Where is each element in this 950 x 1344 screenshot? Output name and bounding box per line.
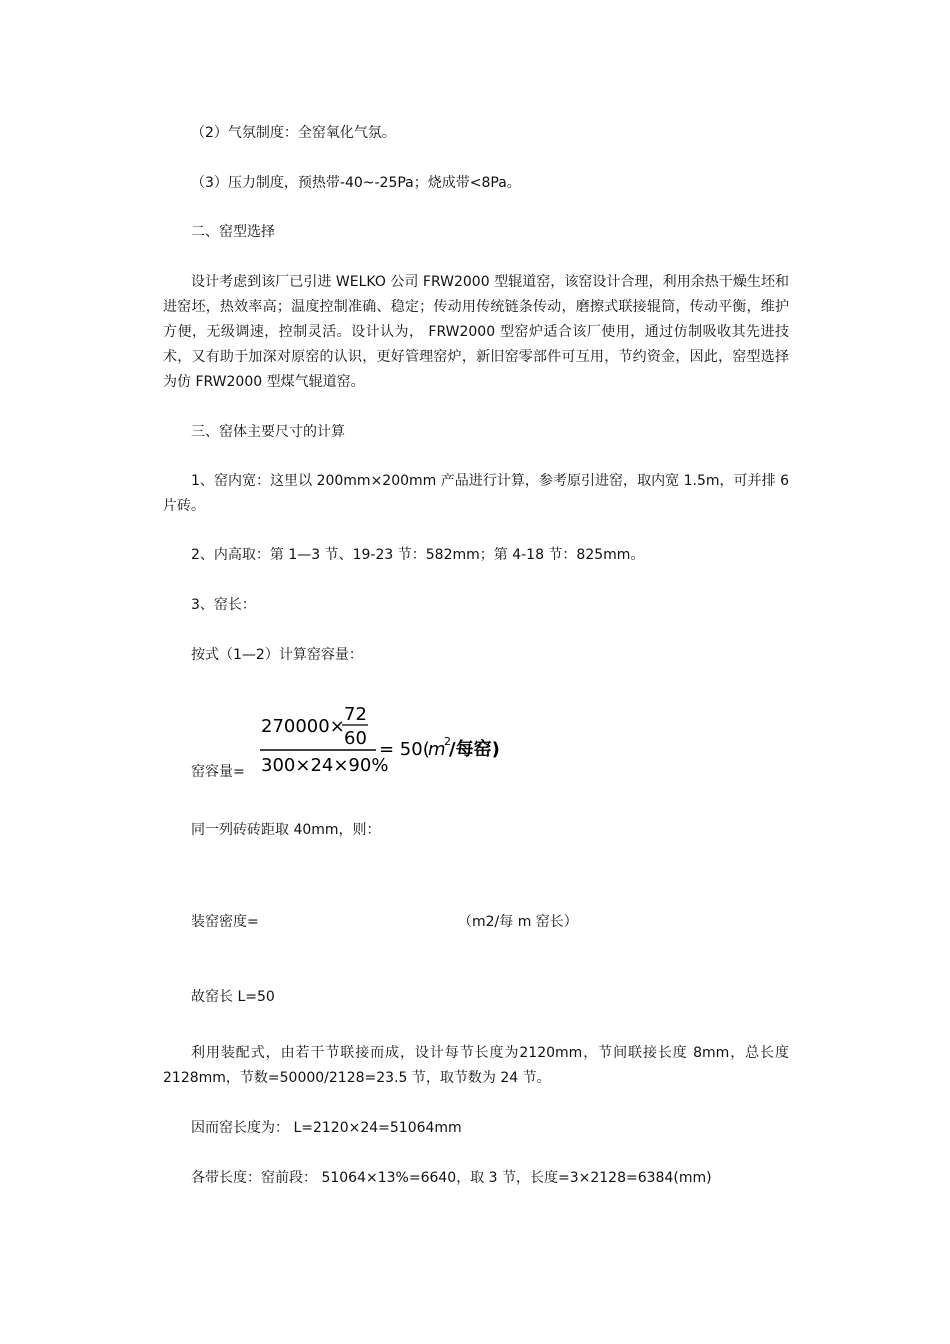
- formula-inner-denominator: 60: [344, 728, 367, 749]
- section-count-paragraph: 利用装配式，由若干节联接而成，设计每节长度为2120mm，节间联接长度 8mm，总长度 2128mm，节数=50000/2128=23.5 节，取节数为 24 节。: [163, 1045, 789, 1086]
- inner-height-line: 2、内高取：第 1—3 节、19-23 节：582mm；第 4-18 节：825mm。: [191, 547, 645, 563]
- zone-length-line: 各带长度：窑前段： 51064×13%=6640，取 3 节，长度=3×2128=6384(mm): [191, 1170, 712, 1186]
- pressure-regime-line: （3）压力制度，预热带-40~-25Pa；烧成带<8Pa。: [191, 175, 521, 191]
- inner-width-paragraph: 1、窑内宽：这里以 200mm×200mm 产品进行计算，参考原引进窑，取内宽 1.5m，可并排 6 片砖。: [163, 473, 789, 514]
- formula-unit-exponent: 2: [444, 735, 451, 748]
- formula-result: = 50(: [379, 739, 430, 760]
- atmosphere-regime-line: （2）气氛制度：全窑氧化气氛。: [191, 125, 396, 141]
- formula-unit-m: m: [428, 739, 446, 760]
- formula-denominator: 300×24×90%: [261, 755, 389, 776]
- capacity-formula-intro: 按式（1—2）计算窑容量：: [191, 647, 363, 663]
- formula-unit-rest: /每窑): [449, 739, 500, 760]
- section-heading-kiln-type: 二、窑型选择: [191, 224, 275, 240]
- kiln-length-heading: 3、窑长：: [191, 597, 256, 613]
- loading-density-unit: （m2/每 m 窑长）: [458, 914, 578, 930]
- kiln-length-result: 故窑长 L=50: [191, 989, 275, 1005]
- capacity-formula: [258, 700, 518, 780]
- loading-density-label: 装窑密度=: [191, 914, 259, 930]
- formula-inner-numerator: 72: [344, 704, 367, 725]
- formula-numerator-base: 270000×: [261, 716, 345, 737]
- brick-spacing-line: 同一列砖砖距取 40mm，则：: [191, 822, 381, 838]
- capacity-label: 窑容量=: [191, 764, 245, 780]
- total-length-line: 因而窑长度为： L=2120×24=51064mm: [191, 1120, 462, 1136]
- section-heading-dimensions: 三、窑体主要尺寸的计算: [191, 424, 345, 440]
- kiln-type-paragraph: 设计考虑到该厂已引进 WELKO 公司 FRW2000 型辊道窑，该窑设计合理，利用余热干燥生坯和进窑坯，热效率高；温度控制准确、稳定；传动用传统链条传动，磨擦式联接辊筒，传动平衡，维护方便，无级调速，控制灵活。设计认为， FRW2000 型窑炉适合该厂使用，通过仿制吸收其先进技术，又有助于加深对原窑的认识，更好管理窑炉，新旧窑零部件可互用，节约资金，因此，窑型选择为仿 FRW2000 型煤气辊道窑。: [163, 274, 789, 390]
